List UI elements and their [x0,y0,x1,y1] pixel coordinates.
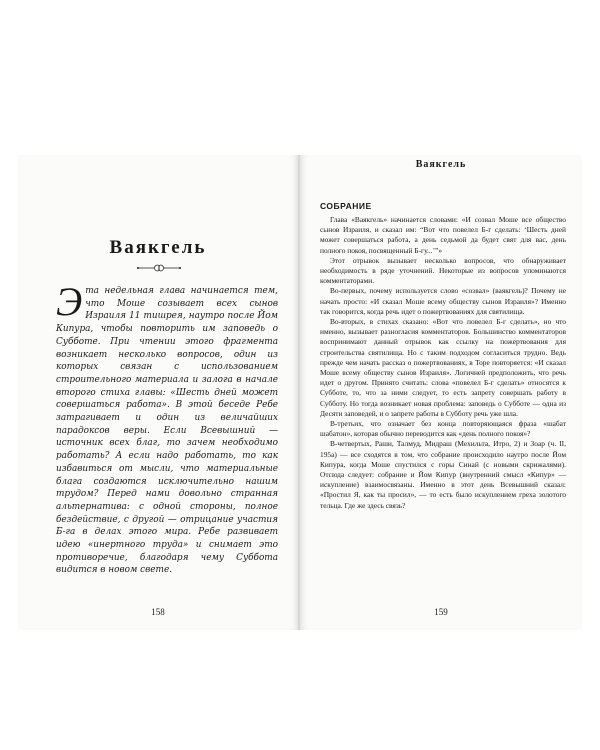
paragraph: В-третьих, что означает без конца повторяющаяся фраза «шабат шабатон», которая обычно переводится как «день полного покоя»? [320,419,566,439]
body-text [320,215,566,511]
intro-text: та недельная глава начинается тем, что Моше созывает всех сынов Израиля 11 тишрея, наутро после Йом Кипура, чтобы повторить им заповедь о Субботе. При чтении этого фрагмента возникает несколько вопросов, один из которых связан с использованием строительного материала и залога в начале второго стиха главы: «Шесть дней может совершаться работа». В этой беседе Ребе затрагивает и один из величайших парадоксов веры. Если Всевышний — источник всех благ, то зачем необходимо работать? А если надо работать, то как избавиться от мысли, что материальные блага создаются исключительно нашим трудом? Перед нами довольно странная альтернатива: с одной стороны, полное бездействие, с другой — отрицание участия Б-га в делах этого мира. Ребе развивает идею «инертного труда» и снимает это противоречие, благодаря чему Суббота видится в новом свете. [56,286,278,576]
right-page [300,155,582,630]
book-spread [0,155,600,630]
running-head: Ваякгель [415,159,467,170]
ornament-divider-icon [136,263,182,273]
drop-cap: Э [56,279,83,324]
chapter-title: Ваякгель [109,237,207,258]
paragraph: Во-вторых, в стихах сказано: «Вот что повелел Б-г сделать», но что именно, вызывает разногласия комментаторов. Большинство комментаторов воспринимают данный отрывок как ссылку на пожертвования для строительства святилища. Но с таким подходом согласиться трудно. Ведь прежде чем начать рассказ о пожертвованиях, в Торе повторяется: «И сказал Моше всему обществу сынов Израиля». Логичней предположить, что речь идет о другом. Принято считать: слова «повелел Б-г сделать» относятся к Субботе, то, что за ними следует, то есть запрету совершать работу в Субботу. Но тогда возникает новая проблема: заповедь о Субботе — одна из Десяти заповедей, и о запрете работы в Субботу речь уже шла. [320,317,566,418]
paragraph: В-четвертых, Раши, Талмуд, Мидраш (Мехильта, Итро, 2) и Зоар (ч. II, 195а) — все сходятся в том, что собрание происходило наутро после Йом Кипура, когда Моше спустился с горы Синай (с новыми скрижалями). Отсюда следует: собрание и Йом Кипур (внутренний смысл «Кипур» — искупление) взаимосвязаны. Именно в этот день Всевышний сказал: «Простил Я, как ты просил», — то есть было искуплением греха золотого тельца. Где же здесь связь? [320,439,566,510]
paragraph: Глава «Ваякгель» начинается словами: «И созвал Моше все общество сынов Израиля, и сказал им: “Вот что повелел Б-г сделать: ‘Шесть дней может совершаться работа, а день седьмой да будет свят для вас, день полного покоя, посвященный Б-гу...’”» [320,215,566,255]
paragraph: Этот отрывок вызывает несколько вопросов, что обнаруживает необходимость в ряде уточнений. Некоторые из вопросов упоминаются комментаторами. [320,255,566,286]
left-page [18,155,298,630]
paragraph: Во-первых, почему используется слово «созвал» (ваякгель)? Почему не начать просто: «И сказал Моше всему обществу сынов Израиля»? Именно так говорится, когда речь идет о пожертвованиях для святилища. [320,286,566,316]
chapter-intro [56,279,278,577]
page-number-left: 158 [151,607,165,617]
section-title: СОБРАНИЕ [320,201,372,211]
page-number-right: 159 [434,607,448,617]
